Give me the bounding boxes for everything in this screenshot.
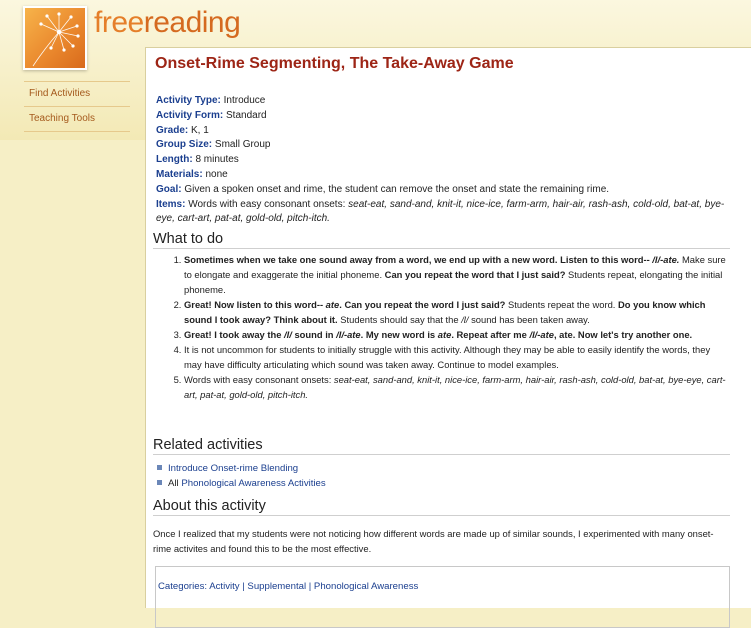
step-3: 3. Great! I took away the /l/ sound in /l/-ate. My new word is ate. Repeat after me /l/-ate, ate. Now let's try another one.: [184, 327, 728, 342]
dandelion-icon: [25, 8, 85, 68]
about-heading: About this activity: [153, 498, 730, 516]
step-1: 1. Sometimes when we take one sound away from a word, we end up with a new word. Listen to this word-- /l/-ate. Make sure to elongate and exaggerate the initial phoneme. Can you repeat the word that I just said? Students repeat, elongating the initial phoneme.: [184, 252, 728, 297]
nav-teaching-tools[interactable]: Teaching Tools: [24, 106, 130, 132]
related-heading: Related activities: [153, 437, 730, 455]
steps-list: [160, 252, 728, 402]
meta-goal: Goal: Given a spoken onset and rime, the student can remove the onset and state the remaining rime.: [156, 183, 610, 195]
meta-length: Length: 8 minutes: [156, 154, 239, 166]
category-activity[interactable]: Activity: [209, 581, 240, 592]
link-introduce-onset-rime-blending[interactable]: Introduce Onset-rime Blending: [168, 463, 299, 474]
content-panel: [145, 47, 751, 608]
step-2: 2. Great! Now listen to this word-- ate. Can you repeat the word I just said? Students repeat the word. Do you know which sound I took away? Think about it. Students should say that the /l/ sound has been taken away.: [184, 297, 728, 327]
meta-materials: Materials: none: [156, 168, 228, 180]
meta-grade: Grade: K, 1: [156, 124, 209, 136]
brand-wordmark[interactable]: [94, 6, 240, 40]
meta-group-size: Group Size: Small Group: [156, 139, 271, 151]
bullet-icon: [157, 465, 162, 470]
meta-items: Items: Words with easy consonant onsets: seat-eat, sand-and, knit-it, nice-ice, farm-arm, hair-air, rash-ash, cold-old, bat-at, bye-eye, cart-art, pat-at, gold-old, pitch-itch.: [156, 198, 725, 225]
categories-label: Categories:: [158, 581, 208, 592]
bullet-icon: [157, 480, 162, 485]
brand-reading: reading: [143, 6, 241, 39]
categories-line: Categories: Activity | Supplemental | Phonological Awareness: [158, 581, 419, 592]
about-text: Once I realized that my students were not noticing how different words are made up of similar sounds, I experimented with many onset-rime activites and found this to be the most effective.: [153, 528, 714, 554]
page-title: Onset-Rime Segmenting, The Take-Away Game: [155, 55, 514, 72]
freereading-logo[interactable]: [23, 6, 87, 70]
categories-box: [155, 566, 730, 628]
related-item: All Phonological Awareness Activities: [157, 476, 326, 491]
related-list: [157, 461, 326, 491]
category-phonological-awareness[interactable]: Phonological Awareness: [313, 581, 419, 592]
side-navigation: [24, 81, 130, 132]
what-to-do-heading: What to do: [153, 231, 730, 249]
activity-meta: [156, 94, 726, 227]
link-phonological-awareness-activities[interactable]: Phonological Awareness Activities: [181, 478, 326, 489]
step-5: 5. Words with easy consonant onsets: seat-eat, sand-and, knit-it, nice-ice, farm-arm, hair-air, rash-ash, cold-old, bat-at, bye-eye, cart-art, pat-at, gold-old, pitch-itch.: [184, 372, 728, 402]
related-item: [157, 461, 326, 476]
step-4: 4. It is not uncommon for students to initially struggle with this activity. Although they may be able to easily identify the words, they may have difficulty articulating which sound was taken away. Continue to model examples.: [184, 342, 728, 372]
meta-activity-type: Activity Type: Introduce: [156, 95, 266, 106]
category-supplemental[interactable]: Supplemental: [247, 581, 307, 592]
brand-free: free: [94, 6, 144, 39]
meta-activity-form: Activity Form: Standard: [156, 109, 267, 121]
nav-find-activities[interactable]: Find Activities: [24, 81, 130, 106]
